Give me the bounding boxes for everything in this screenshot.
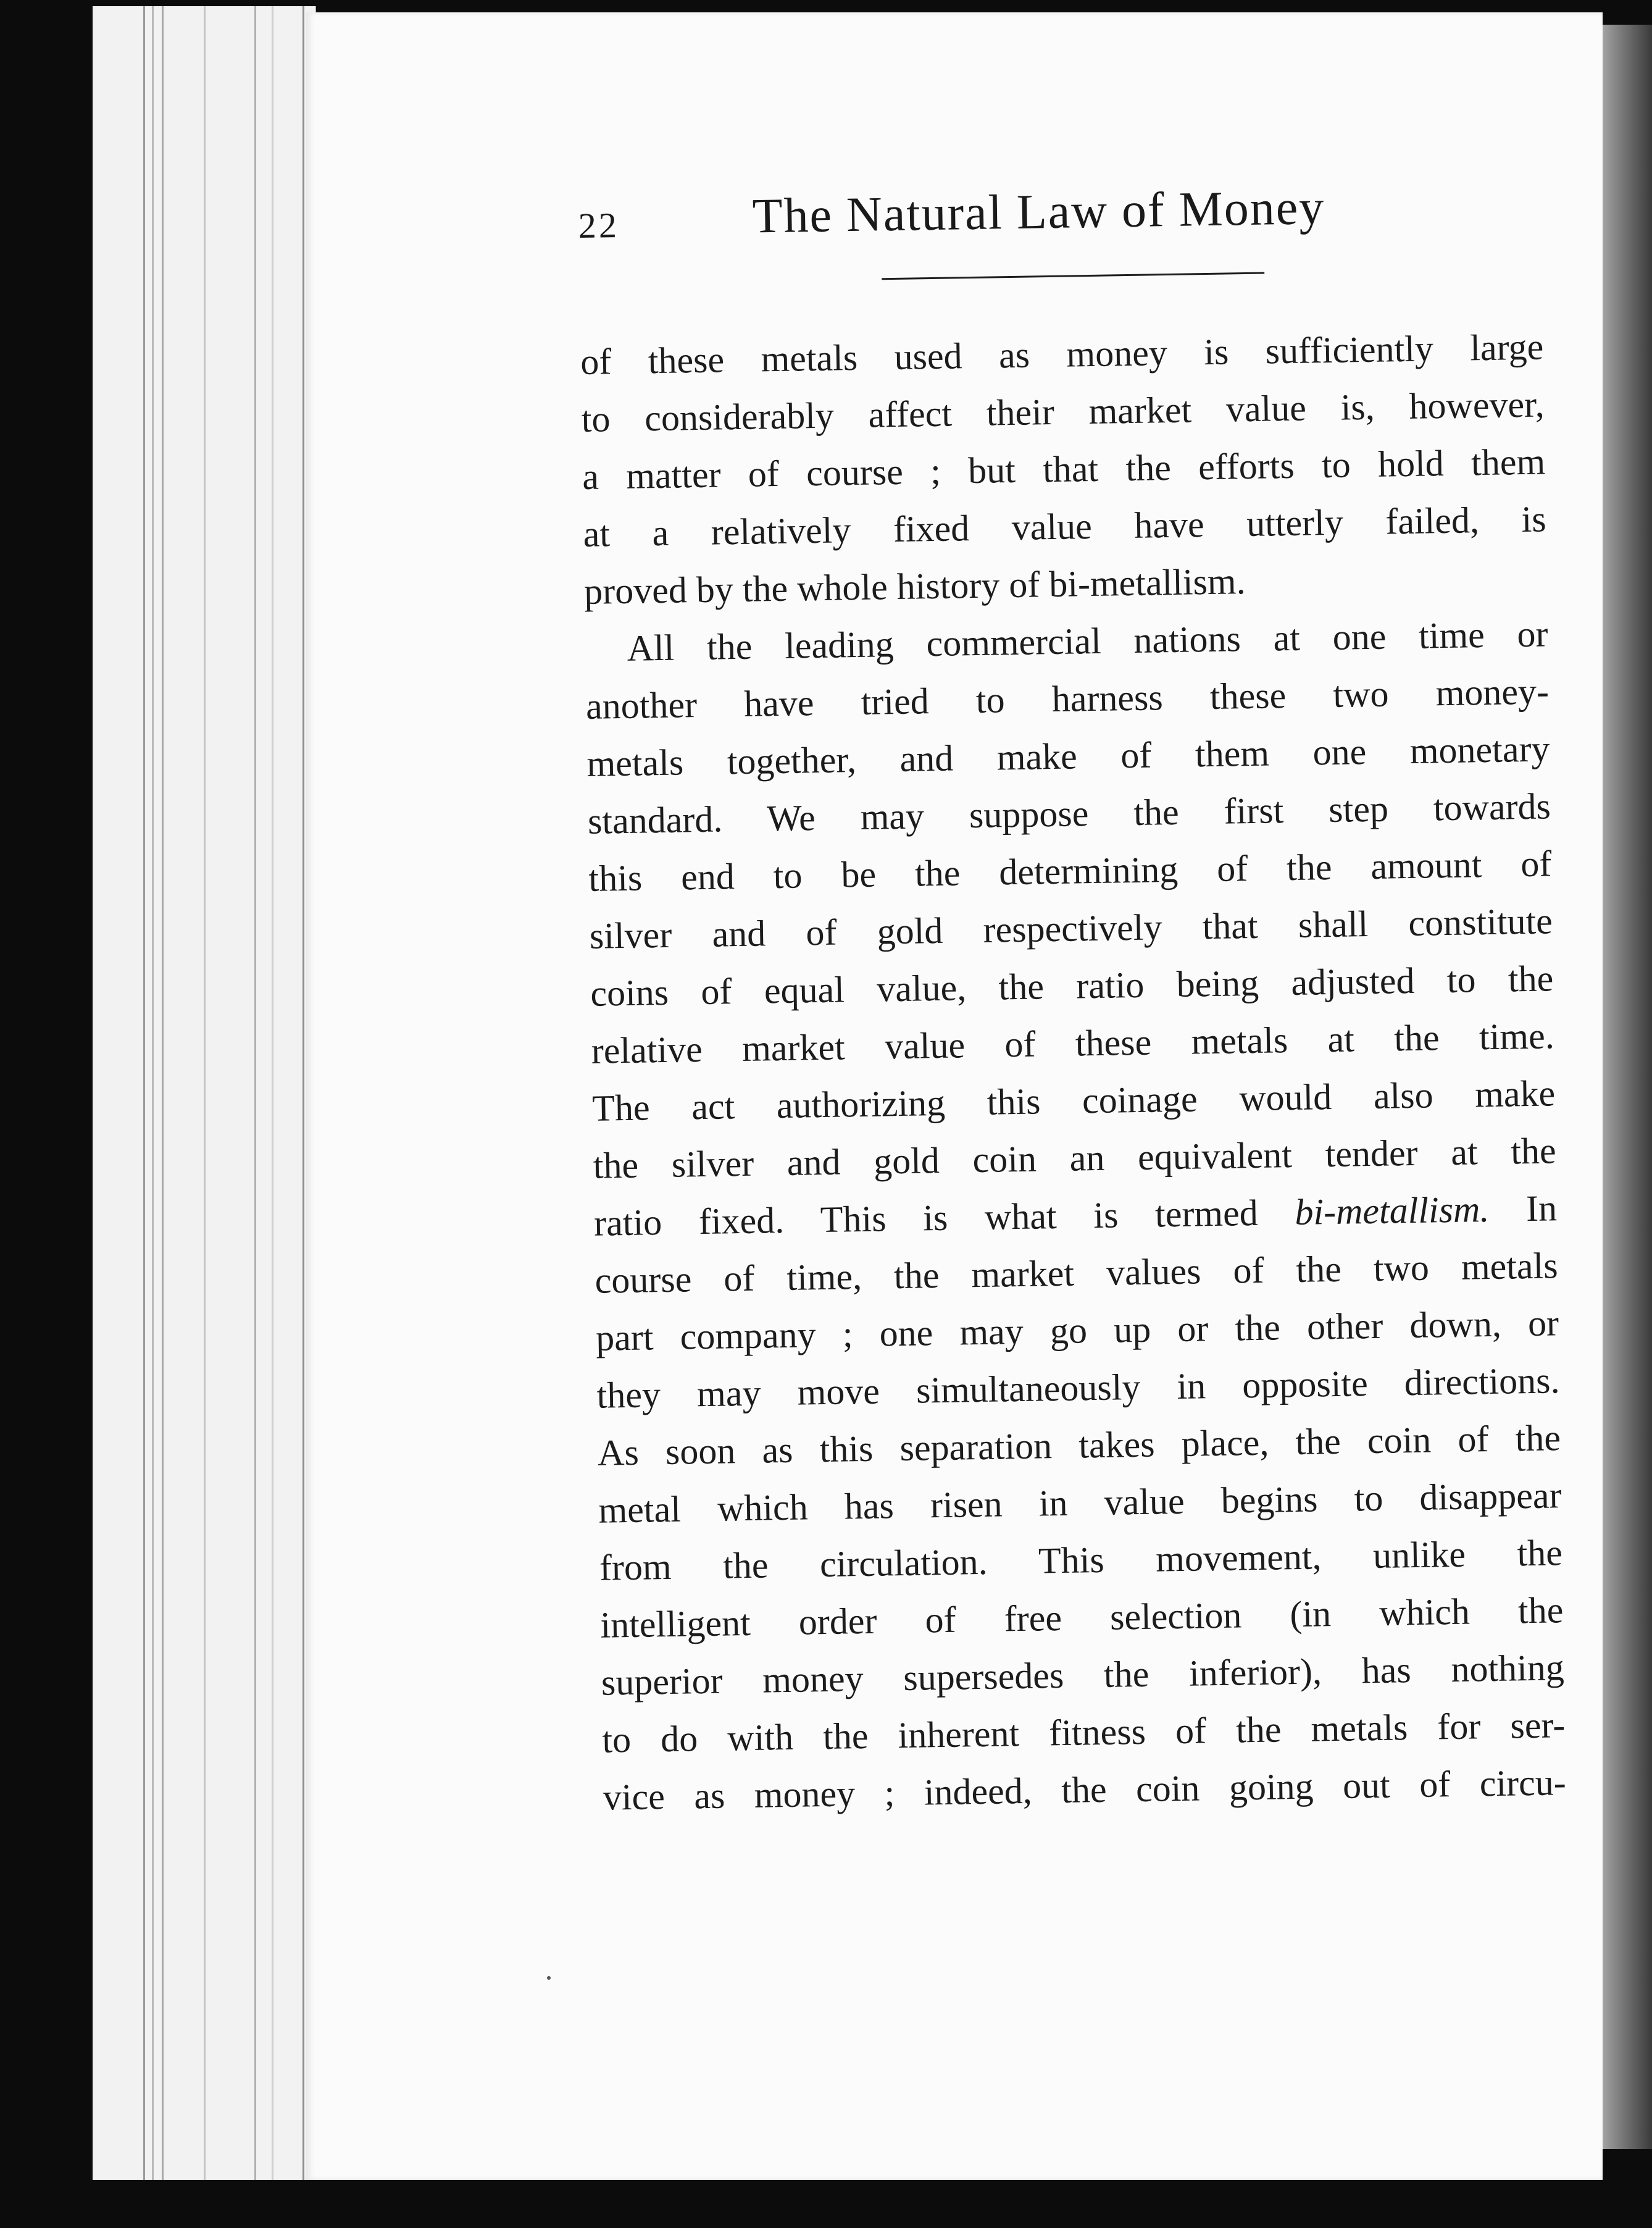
text-line: at a relatively fixed value have utterly failed, is — [583, 498, 1547, 555]
text-line: course of time, the market values of the two metals — [594, 1245, 1559, 1301]
page-edge-line — [254, 6, 256, 2180]
text-line: of these metals used as money is sufficiently large — [580, 326, 1544, 382]
text-line: another have tried to harness these two money- — [585, 671, 1550, 727]
text-line: As soon as this separation takes place, the coin of the — [597, 1417, 1561, 1473]
text-line: intelligent order of free selection (in which the — [599, 1589, 1564, 1646]
text-line: the silver and gold coin an equivalent tender at the — [593, 1130, 1557, 1186]
page-edge-line — [143, 6, 145, 2180]
text-line: silver and of gold respectively that shall constitute — [589, 900, 1553, 957]
text-line: standard. We may suppose the first step towards — [587, 785, 1551, 842]
page-edge-line — [272, 6, 273, 2180]
text-line: relative market value of these metals at the time. — [591, 1015, 1555, 1071]
text-line: this end to be the determining of the amount of — [588, 843, 1552, 899]
page-edge-line — [162, 6, 164, 2180]
text-line: they may move simultaneously in opposite directions. — [596, 1360, 1560, 1416]
text-line: metals together, and make of them one monetary — [586, 728, 1550, 784]
text-run: ratio fixed. This is what is termed — [593, 1191, 1295, 1244]
text-line: to do with the inherent fitness of the metals for ser- — [601, 1704, 1566, 1761]
body-text — [580, 318, 1567, 1826]
text-line: from the circulation. This movement, unlike the — [599, 1532, 1563, 1588]
page-edge-line — [204, 6, 206, 2180]
text-line: a matter of course ; but that the efforts to hold them — [582, 441, 1546, 497]
running-title: The Natural Law of Money — [751, 180, 1325, 244]
text-line: metal which has risen in value begins to disappear — [598, 1475, 1562, 1531]
text-line: All the leading commercial nations at one time or — [627, 613, 1548, 669]
text-line: The act authorizing this coinage would also make — [591, 1073, 1556, 1129]
page-number: 22 — [578, 204, 620, 246]
book-page — [306, 12, 1603, 2180]
page-edge-stack — [93, 6, 316, 2180]
page-edge-line — [152, 6, 154, 2180]
text-block — [578, 176, 1567, 1818]
running-head — [578, 176, 1542, 259]
header-rule — [882, 272, 1264, 280]
text-line: part company ; one may go up or the other down, or — [595, 1302, 1559, 1359]
page-edge-line — [302, 6, 304, 2180]
text-line: coins of equal value, the ratio being adjusted to the — [590, 958, 1554, 1014]
text-run: In — [1488, 1187, 1558, 1230]
italic-term: bi-metallism. — [1294, 1189, 1490, 1233]
text-line: vice as money ; indeed, the coin going out of circu- — [603, 1762, 1567, 1818]
text-line: to considerably affect their market value is, however, — [581, 383, 1545, 440]
text-line: superior money supersedes the inferior), has nothing — [601, 1647, 1565, 1703]
dust-speck — [547, 1976, 551, 1980]
text-line: proved by the whole history of bi-metallism. — [583, 561, 1246, 612]
